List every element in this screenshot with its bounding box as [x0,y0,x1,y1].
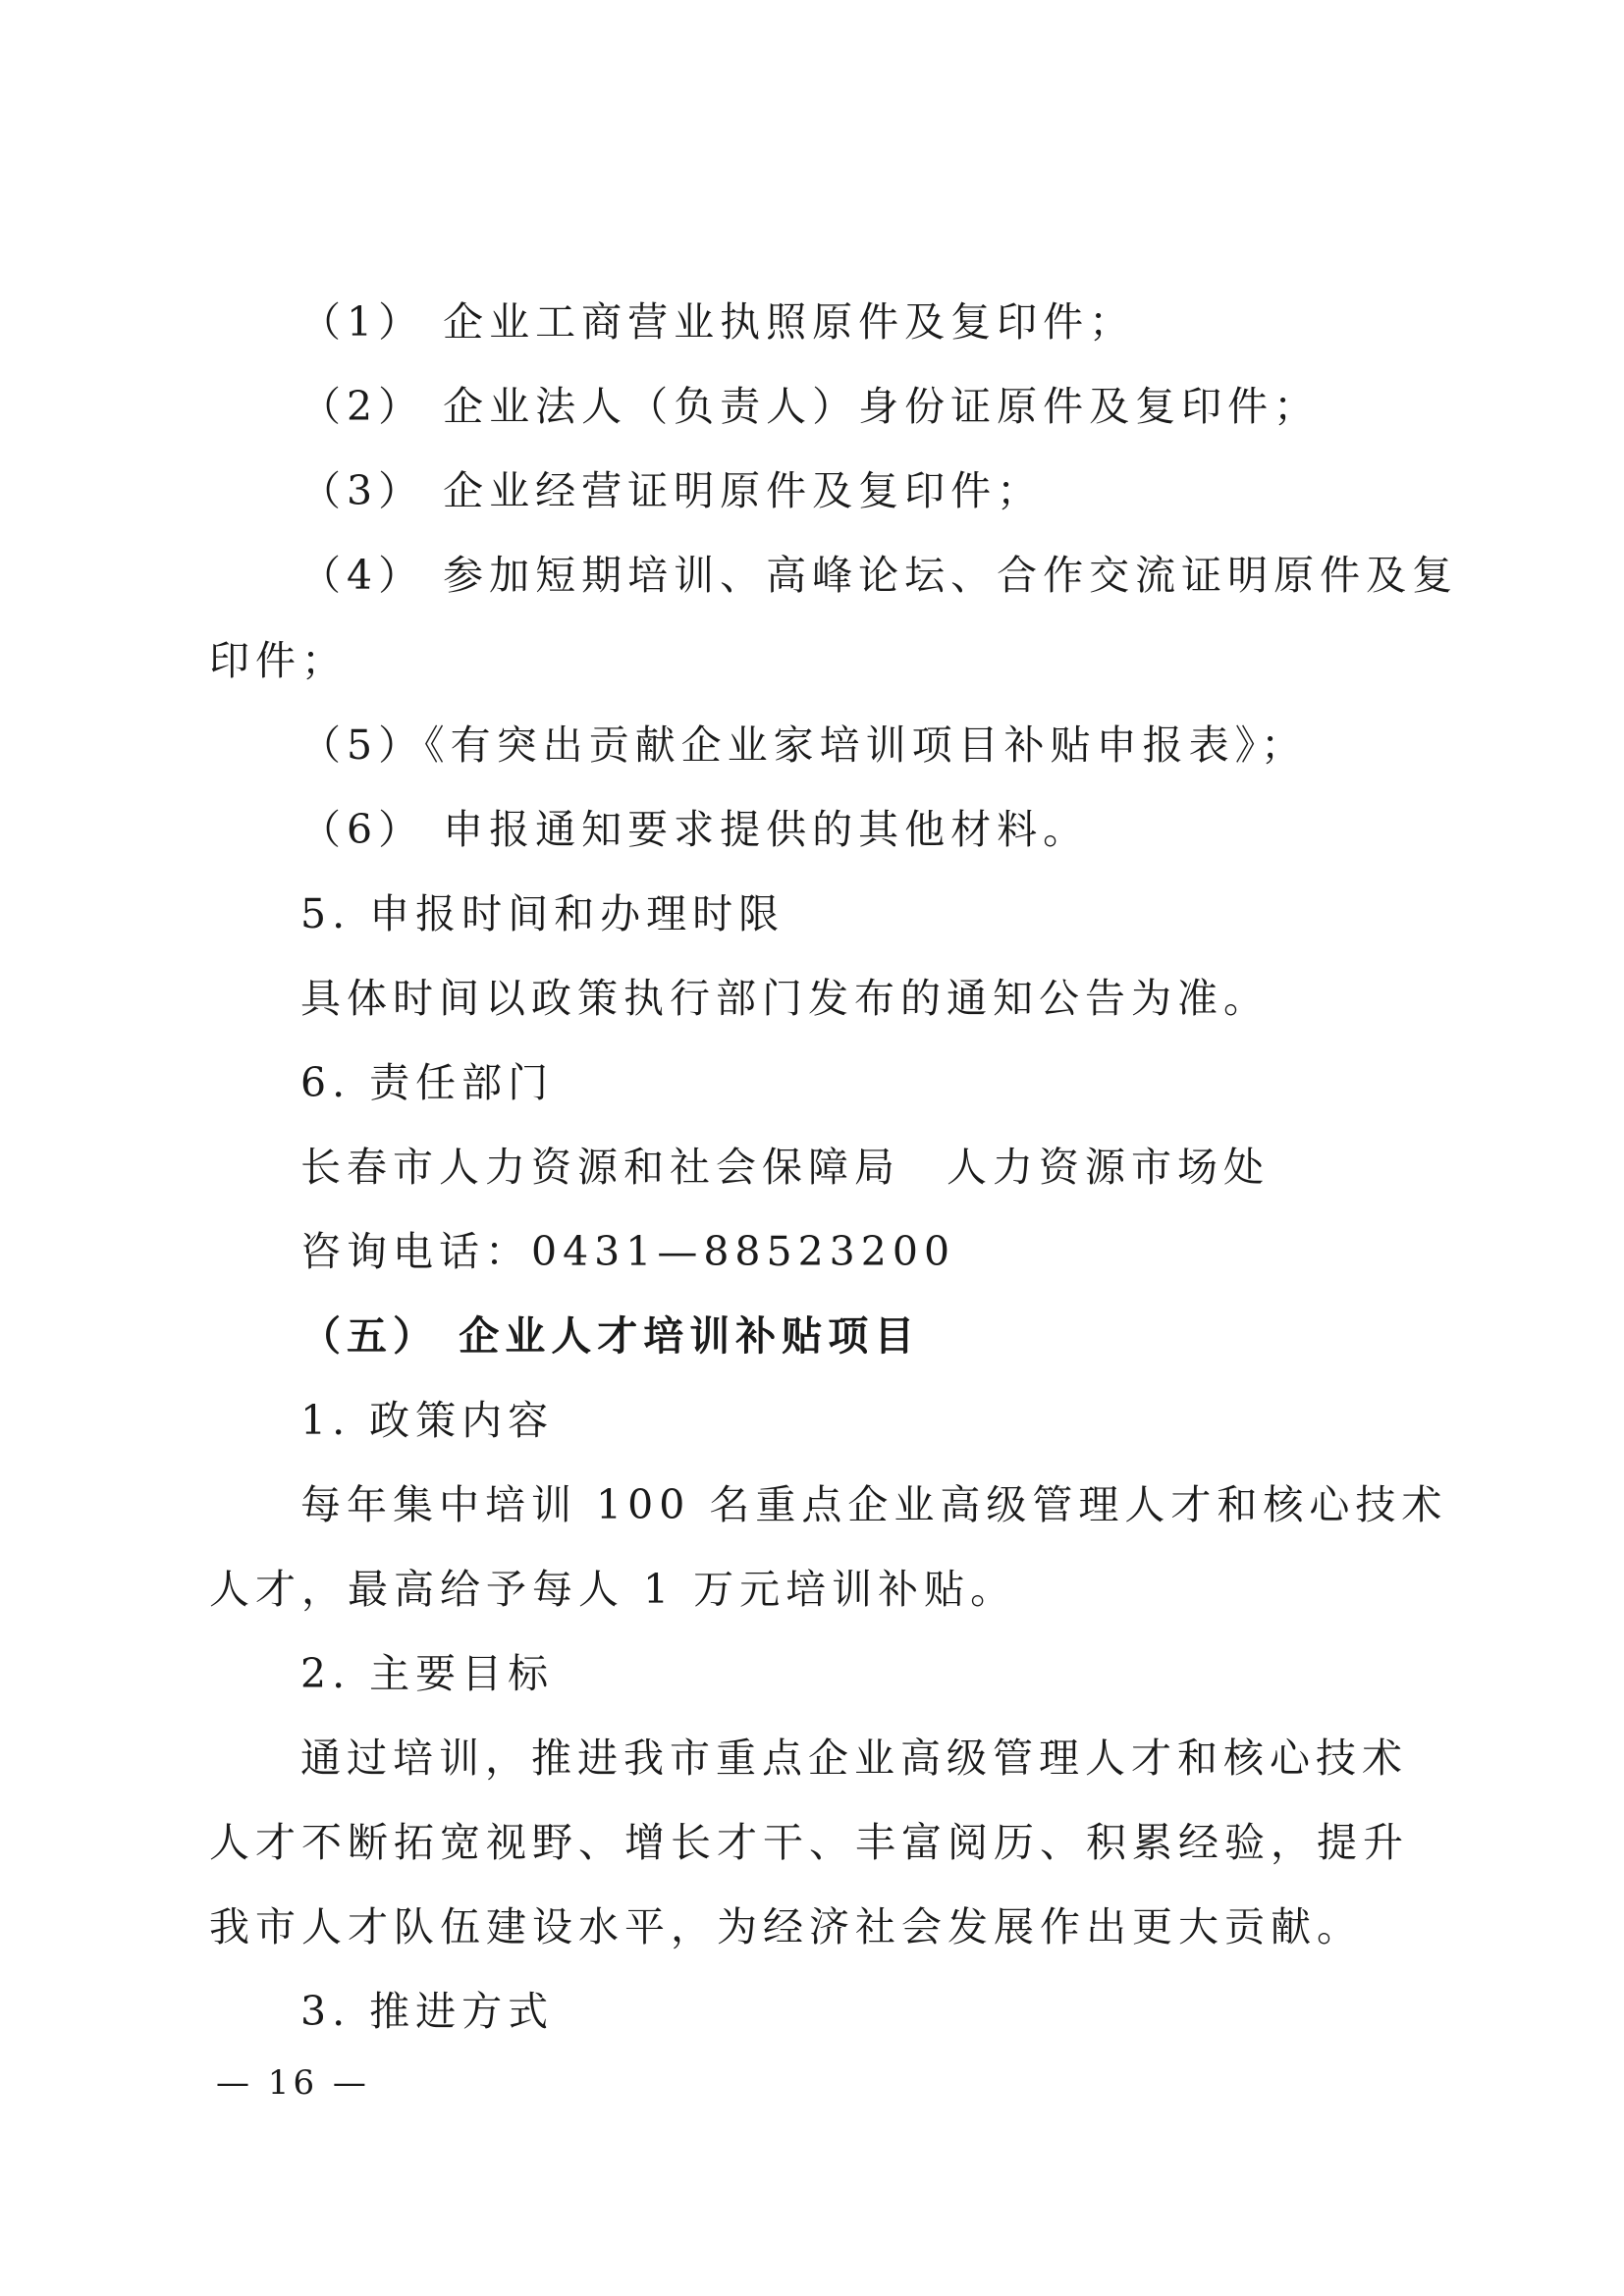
section-heading-6: 6. 责任部门 [300,1059,555,1106]
material-item-5: （5）《有突出贡献企业家培训项目补贴申报表》； [300,721,1308,769]
page-number: — 16 — [216,2063,370,2103]
policy-content-line-1: 每年集中培训 100 名重点企业高级管理人才和核心技术 [300,1481,1448,1528]
goal-line-1: 通过培训，推进我市重点企业高级管理人才和核心技术 [300,1735,1408,1782]
section-heading-2: 2. 主要目标 [300,1650,555,1697]
section-heading-5: 5. 申报时间和办理时限 [300,890,785,937]
material-item-2: （2） 企业法人（负责人）身份证原件及复印件； [300,383,1321,430]
paragraph-timing: 具体时间以政策执行部门发布的通知公告为准。 [300,975,1270,1022]
goal-line-2: 人才不断拓宽视野、增长才干、丰富阅历、积累经验，提升 [209,1819,1409,1866]
subsection-heading-5: （五） 企业人才培训补贴项目 [300,1312,921,1360]
goal-line-3: 我市人才队伍建设水平，为经济社会发展作出更大贡献。 [209,1903,1363,1950]
section-heading-3: 3. 推进方式 [300,1988,555,2035]
material-item-4: （4） 参加短期培训、高峰论坛、合作交流证明原件及复 [300,552,1459,599]
consult-phone: 咨询电话：0431—88523200 [300,1228,956,1275]
policy-content-line-2: 人才，最高给予每人 1 万元培训补贴。 [209,1566,1017,1613]
material-item-6: （6） 申报通知要求提供的其他材料。 [300,806,1090,853]
material-item-3: （3） 企业经营证明原件及复印件； [300,467,1044,514]
material-item-1: （1） 企业工商营业执照原件及复印件； [300,298,1136,346]
section-heading-1: 1. 政策内容 [300,1397,555,1444]
responsible-department: 长春市人力资源和社会保障局 人力资源市场处 [300,1144,1270,1191]
material-item-4-continued: 印件； [209,637,348,684]
